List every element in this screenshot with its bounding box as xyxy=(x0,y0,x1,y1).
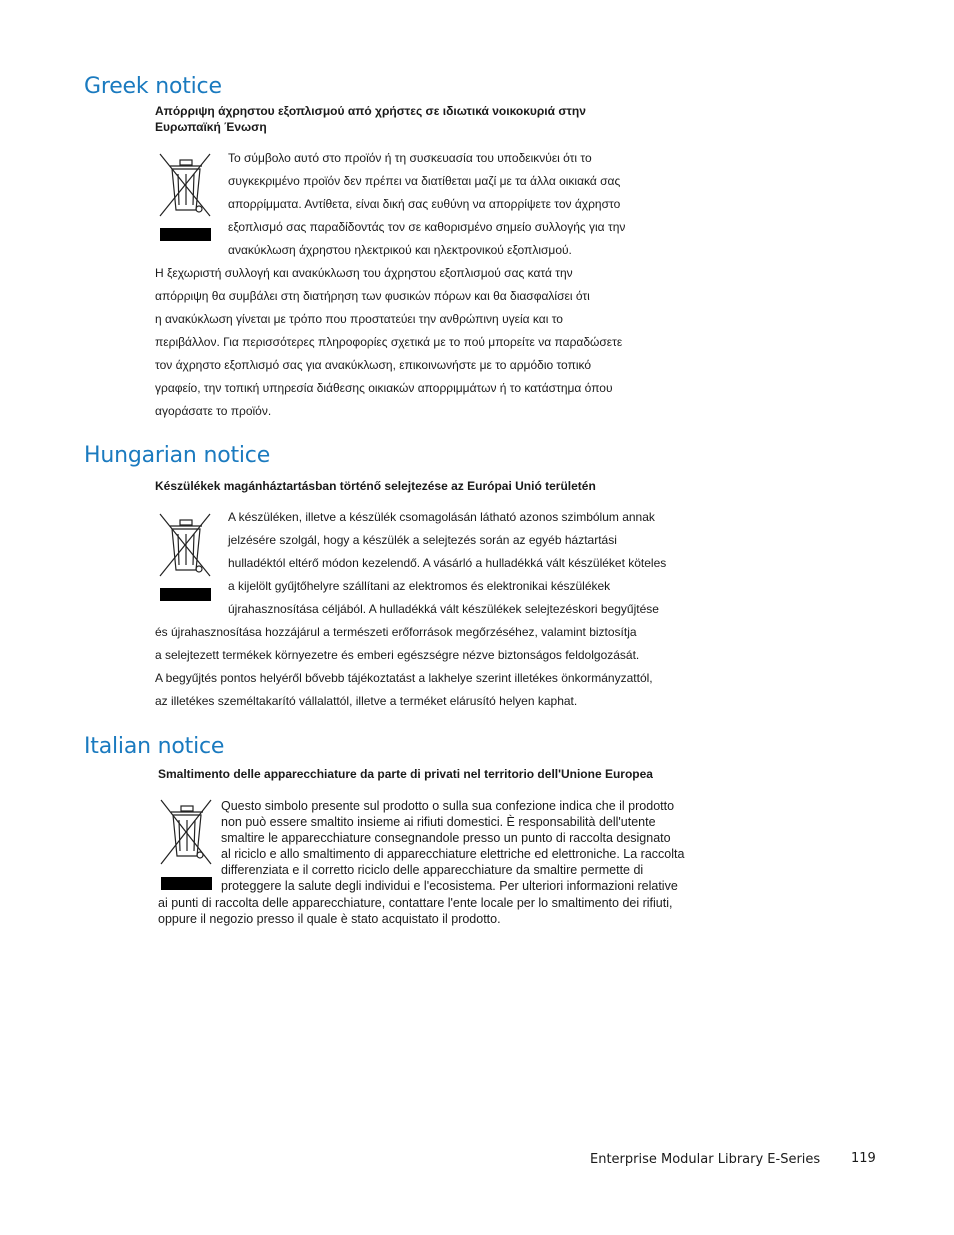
greek-body-line: η ανακύκλωση γίνεται με τρόπο που προστατεύει την ανθρώπινη υγεία και το xyxy=(155,312,563,326)
footer-document-title: Enterprise Modular Library E-Series xyxy=(590,1152,821,1167)
italian-body-line: non può essere smaltito insieme ai rifiuti domestici. È responsabilità dell'utente xyxy=(221,815,656,829)
italian-body-line: al riciclo e allo smaltimento di apparecchiature elettriche ed elettroniche. La raccolta xyxy=(221,847,685,861)
greek-body-line: Η ξεχωριστή συλλογή και ανακύκλωση του άχρηστου εξοπλισμού σας κατά την xyxy=(155,266,573,280)
hungarian-body-line: A készüléken, illetve a készülék csomagolásán látható azonos szimbólum annak xyxy=(228,510,655,524)
greek-subheading-line-1: Απόρριψη άχρηστου εξοπλισμού από χρήστες σε ιδιωτικά νοικοκυριά στην xyxy=(155,104,586,118)
greek-body-line: αγοράσατε το προϊόν. xyxy=(155,404,272,418)
crossed-out-wheelie-bin-icon xyxy=(158,152,213,242)
hungarian-body-line: a selejtezett termékek környezetre és emberi egészségre nézve biztonságos feldolgozását. xyxy=(155,648,640,662)
italian-body-line: ai punti di raccolta delle apparecchiature, contattare l'ente locale per lo smaltimento dei rifiuti, xyxy=(158,896,673,910)
hungarian-notice-heading: Hungarian notice xyxy=(84,443,271,468)
greek-body-line: απορρίμματα. Αντίθετα, είναι δική σας ευθύνη να απορρίψετε τον άχρηστο xyxy=(228,197,621,211)
crossed-out-wheelie-bin-icon xyxy=(159,798,214,891)
italian-body-line: proteggere la salute degli individui e l'ecosistema. Per ulteriori informazioni relative xyxy=(221,879,678,893)
italian-body-line: oppure il negozio presso il quale è stato acquistato il prodotto. xyxy=(158,912,501,926)
hungarian-body-line: a kijelölt gyűjtőhelyre szállítani az elektromos és elektronikai készülékek xyxy=(228,579,611,593)
italian-notice-heading: Italian notice xyxy=(84,734,225,759)
hungarian-subheading: Készülékek magánháztartásban történő selejtezése az Európai Unió területén xyxy=(155,479,596,493)
greek-body-line: γραφείο, την τοπική υπηρεσία διάθεσης οικιακών απορριμμάτων ή το κατάστημα όπου xyxy=(155,381,613,395)
greek-body-line: εξοπλισμό σας παραδίδοντάς τον σε καθορισμένο σημείο συλλογής για την xyxy=(228,220,626,234)
hungarian-body-line: A begyűjtés pontos helyéről bővebb tájékoztatást a lakhelye szerint illetékes önkormányzattól, xyxy=(155,671,653,685)
italian-body-line: Questo simbolo presente sul prodotto o sulla sua confezione indica che il prodotto xyxy=(221,799,675,813)
greek-body-line: τον άχρηστο εξοπλισμό σας για ανακύκλωση, επικοινωνήστε με το αρμόδιο τοπικό xyxy=(155,358,592,372)
hungarian-body-line: és újrahasznosítása hozzájárul a természeti erőforrások megőrzéséhez, valamint biztosítja xyxy=(155,625,637,639)
hungarian-body-line: újrahasznosítása céljából. A hulladékká vált készülékek selejtezéskori begyűjtése xyxy=(228,602,659,616)
greek-body-line: συγκεκριμένο προϊόν δεν πρέπει να διατίθεται μαζί με τα άλλα οικιακά σας xyxy=(228,174,621,188)
crossed-out-wheelie-bin-icon xyxy=(158,512,213,602)
hungarian-body-line: jelzésére szolgál, hogy a készülék a selejtezés során az egyéb háztartási xyxy=(228,533,617,547)
hungarian-body-line: hulladéktól eltérő módon kezelendő. A vásárló a hulladékká vált készüléket köteles xyxy=(228,556,667,570)
italian-body-line: differenziata e il corretto riciclo delle apparecchiature da smaltire permette di xyxy=(221,863,644,877)
italian-body-line: smaltire le apparecchiature consegnandole presso un punto di raccolta designato xyxy=(221,831,671,845)
footer-page-number: 119 xyxy=(851,1151,876,1166)
greek-body-line: Το σύμβολο αυτό στο προϊόν ή τη συσκευασία του υποδεικνύει ότι το xyxy=(228,151,592,165)
greek-body-line: ανακύκλωση άχρηστου ηλεκτρικού και ηλεκτρονικού εξοπλισμού. xyxy=(228,243,572,257)
greek-body-line: απόρριψη θα συμβάλει στη διατήρηση των φυσικών πόρων και θα διασφαλίσει ότι xyxy=(155,289,590,303)
italian-subheading: Smaltimento delle apparecchiature da parte di privati nel territorio dell'Unione Europea xyxy=(158,767,653,781)
greek-body-line: περιβάλλον. Για περισσότερες πληροφορίες σχετικά με το πού μπορείτε να παραδώσετε xyxy=(155,335,623,349)
greek-notice-heading: Greek notice xyxy=(84,74,222,99)
hungarian-body-line: az illetékes személtakarító vállalattól, illetve a terméket elárusító helyen kaphat. xyxy=(155,694,578,708)
greek-subheading-line-2: Ευρωπαϊκή Ένωση xyxy=(155,120,267,134)
